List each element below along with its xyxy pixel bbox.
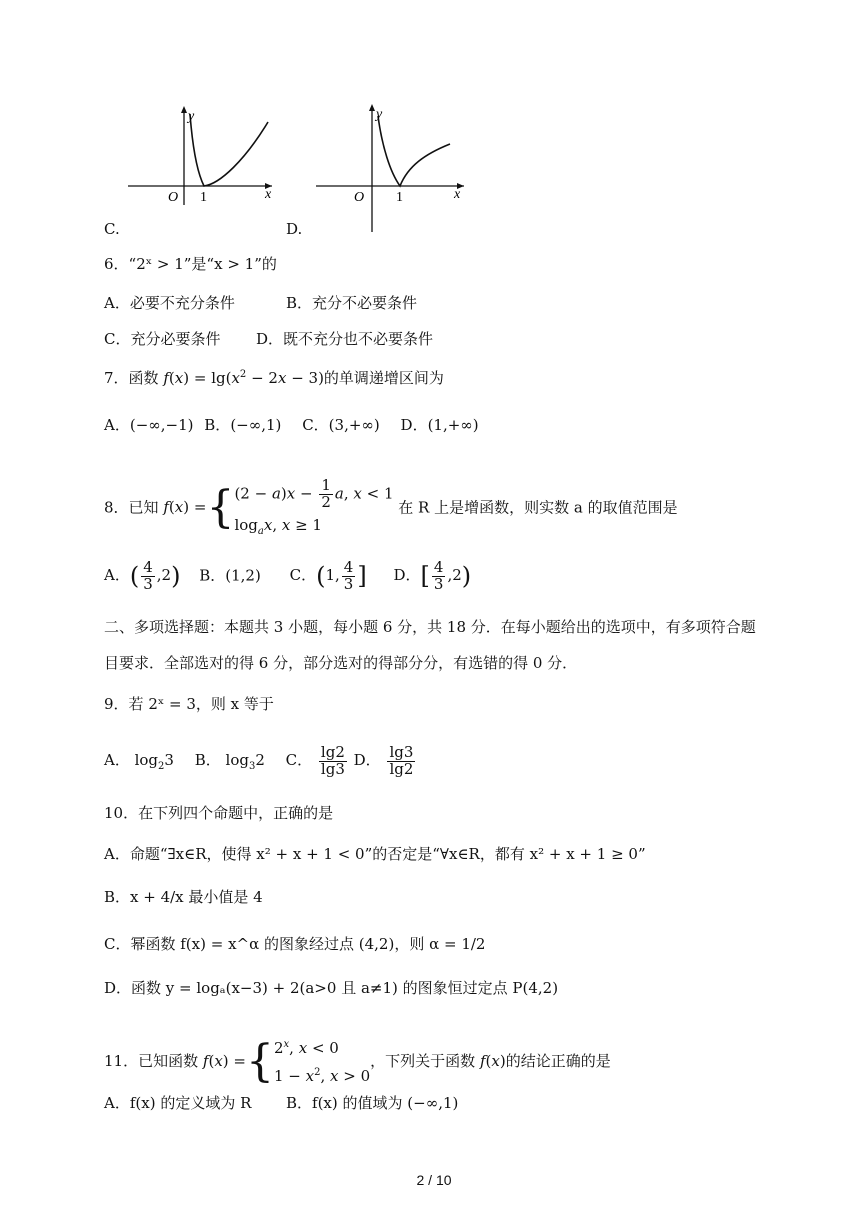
- q9-option-c: C． $\frac{\lg 2}{\lg 3}$: [285, 743, 345, 778]
- q7-option-d: D．(1,+∞): [400, 416, 479, 434]
- q10-option-a: A．命题“∃x∈R，使得 x² + x + 1 < 0”的否定是“∀x∈R，都有 x² + x + 1 ≥ 0”: [104, 845, 646, 863]
- q9-stem: [104, 693, 274, 715]
- q10-option-d: D．函数 y = logₐ(x−3) + 2(a>0 且 a≠1) 的图象恒过定点 P(4,2): [104, 979, 559, 997]
- q6-text: “2ˣ > 1”是“x > 1”的: [128, 255, 277, 273]
- q9-option-a: A． $\log_23$: [104, 751, 174, 773]
- q10-text: 在下列四个命题中，正确的是: [138, 804, 334, 822]
- q7-stem-pre: 函数: [128, 369, 159, 387]
- q11-option-a: A．f(x) 的定义域为 R: [104, 1094, 252, 1112]
- q7-stem: [104, 367, 444, 389]
- q9-number: 9．: [104, 695, 129, 713]
- tick-label-1: 1: [396, 190, 403, 205]
- tick-label-1: 1: [200, 190, 207, 205]
- q10-option-c: C．幂函数 f(x) = x^α 的图象经过点 (4,2)，则 α = 1/2: [104, 935, 486, 953]
- q7-number: 7．: [104, 369, 129, 387]
- graph-option-c: [120, 100, 280, 210]
- q6-number: 6．: [104, 255, 129, 273]
- x-label: x: [454, 187, 461, 202]
- graph-option-d: [310, 96, 470, 236]
- q7-option-a: A．(−∞,−1): [104, 416, 194, 434]
- q9-option-b: B． $\log_32$: [194, 751, 265, 773]
- q7-option-c: C．(3,+∞): [302, 416, 380, 434]
- q8-option-a: A．( $\frac{4}{3}$ ,2): [104, 558, 181, 593]
- section2-line2: 目要求．全部选对的得 6 分，部分选对的得部分分，有选错的得 0 分．: [104, 654, 578, 672]
- option-d-label: D.: [286, 220, 303, 238]
- q11-stem-end: 的结论正确的是: [505, 1052, 611, 1070]
- origin-label: O: [168, 190, 179, 205]
- q9-text: 若 2ˣ = 3，则 x 等于: [128, 695, 274, 713]
- y-label: y: [376, 107, 383, 122]
- x-label: x: [265, 187, 272, 202]
- y-arrow: [369, 104, 375, 111]
- q11-stem-post: ，下列关于函数: [370, 1052, 476, 1070]
- q8-options: [104, 560, 471, 593]
- q11-stem: [104, 1034, 611, 1090]
- curve: [378, 116, 450, 186]
- y-label: y: [188, 109, 195, 124]
- q7-options: [104, 414, 479, 436]
- q9-option-d: D． $\frac{\lg 3}{\lg 2}$: [353, 743, 414, 778]
- q8-piecewise: f(x) ={ (2 − a)x − $\frac{1}{2}$ a, x < 1 $\log_ax$, x ≥ 1: [163, 476, 394, 537]
- option-c-label: C.: [104, 220, 120, 238]
- section2-line1: 二、多项选择题：本题共 3 小题，每小题 6 分，共 18 分．在每小题给出的选项中，有多项符合题: [104, 618, 756, 636]
- q8-stem-post: 在 R 上是增函数，则实数 a 的取值范围是: [398, 498, 678, 517]
- origin-label: O: [354, 190, 365, 205]
- q11-stem-pre: 已知函数: [138, 1052, 199, 1070]
- q8-option-c: C．(1, $\frac{4}{3}$ ]: [289, 558, 367, 593]
- page-number: 2 / 10: [416, 1172, 452, 1188]
- q6-option-b: B．充分不必要条件: [286, 294, 418, 312]
- q9-options: [104, 745, 417, 778]
- q11-option-b: B．f(x) 的值域为 (−∞,1): [286, 1094, 459, 1112]
- curve: [190, 114, 268, 186]
- q8-number: 8．: [104, 498, 129, 517]
- q7-option-b: B．(−∞,1): [204, 416, 282, 434]
- q8-option-b: B．(1,2): [199, 566, 261, 585]
- q8-stem-pre: 已知: [128, 498, 159, 517]
- q6-option-a: A．必要不充分条件: [104, 294, 235, 312]
- q8-option-d: D．[ $\frac{4}{3}$ ,2): [393, 558, 472, 593]
- q6-stem: [104, 253, 277, 275]
- q7-stem-post: 的单调递增区间为: [323, 369, 444, 387]
- q7-formula: $f(x) = \lg(x^2 - 2x - 3)$: [163, 369, 324, 387]
- q10-option-b: B．x + 4/x 最小值是 4: [104, 888, 263, 906]
- q11-fx: f(x): [479, 1052, 506, 1070]
- q11-piecewise: f(x) ={ 2$^x$, x < 0 $1 - x^2$, x > 0: [202, 1036, 371, 1087]
- y-arrow: [181, 106, 187, 113]
- q10-stem: [104, 802, 333, 824]
- q8-stem: [104, 478, 678, 539]
- q6-option-c: C．充分必要条件: [104, 330, 221, 348]
- q10-number: 10．: [104, 804, 139, 822]
- q11-number: 11．: [104, 1052, 139, 1070]
- q6-option-d: D．既不充分也不必要条件: [256, 330, 434, 348]
